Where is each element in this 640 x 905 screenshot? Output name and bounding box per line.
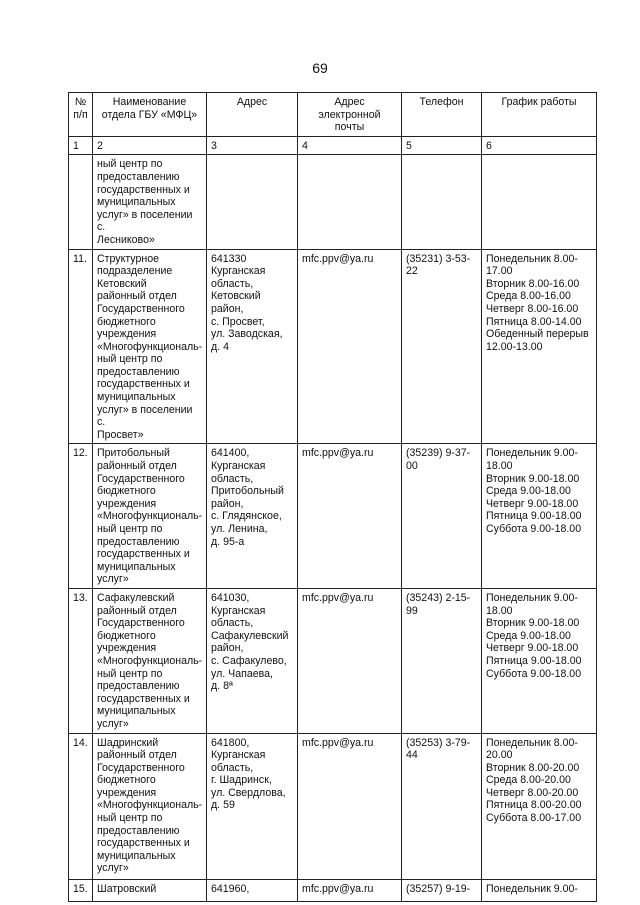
mfc-offices-table: [68, 92, 597, 902]
table-row: [69, 444, 597, 589]
address: 641400, Курганская область, Притобольный район, с. Глядянское, ул. Ленина, д. 95-а: [207, 444, 298, 589]
header-schedule: График работы: [482, 93, 597, 137]
table-header: [69, 93, 597, 155]
row-number: 15.: [69, 879, 93, 901]
table-row: [69, 733, 597, 879]
email: mfc.ppv@ya.ru: [298, 249, 402, 444]
schedule: Понедельник 8.00- 17.00 Вторник 8.00-16.00 Среда 8.00-16.00 Четверг 8.00-16.00 Пятница 8.00-14.00 Обеденный перерыв 12.00-13.00: [482, 249, 597, 444]
table-row: [69, 249, 597, 444]
header-email: Адрес электронной почты: [298, 93, 402, 137]
department-name: Шатровский: [93, 879, 207, 901]
schedule: Понедельник 8.00- 20.00 Вторник 8.00-20.00 Среда 8.00-20.00 Четверг 8.00-20.00 Пятница 8.00-20.00 Суббота 8.00-17.00: [482, 733, 597, 879]
address: 641330 Курганская область, Кетовский район, с. Просвет, ул. Заводская, д. 4: [207, 249, 298, 444]
email: mfc.ppv@ya.ru: [298, 733, 402, 879]
department-name: Шадринский районный отдел Государственного бюджетного учреждения «Многофункциональ- ный центр по предоставлению государственных и муниципальных услуг»: [93, 733, 207, 879]
table-row: [69, 155, 597, 249]
row-number: 14.: [69, 733, 93, 879]
column-number: 3: [207, 136, 298, 155]
email: mfc.ppv@ya.ru: [298, 588, 402, 733]
row-number: 11.: [69, 249, 93, 444]
header-number: № п/п: [69, 93, 93, 137]
table-row: [69, 588, 597, 733]
row-number: 12.: [69, 444, 93, 589]
table-row: [69, 879, 597, 901]
phone: (35243) 2-15- 99: [402, 588, 482, 733]
address: [207, 155, 298, 249]
header-address: Адрес: [207, 93, 298, 137]
department-name: ный центр по предоставлению государственных и муниципальных услуг» в поселении с. Лесниково»: [93, 155, 207, 249]
phone: (35257) 9-19-: [402, 879, 482, 901]
phone: (35239) 9-37- 00: [402, 444, 482, 589]
header-phone: Телефон: [402, 93, 482, 137]
row-number: [69, 155, 93, 249]
column-number: 5: [402, 136, 482, 155]
address: 641030, Курганская область, Сафакулевский район, с. Сафакулево, ул. Чапаева, д. 8ª: [207, 588, 298, 733]
phone: [402, 155, 482, 249]
column-number: 4: [298, 136, 402, 155]
column-numbers-row: [69, 136, 597, 155]
header-department-name: Наименование отдела ГБУ «МФЦ»: [93, 93, 207, 137]
phone: (35231) 3-53- 22: [402, 249, 482, 444]
phone: (35253) 3-79- 44: [402, 733, 482, 879]
schedule: [482, 155, 597, 249]
schedule: Понедельник 9.00- 18.00 Вторник 9.00-18.00 Среда 9.00-18.00 Четверг 9.00-18.00 Пятница 9.00-18.00 Суббота 9.00-18.00: [482, 444, 597, 589]
department-name: Сафакулевский районный отдел Государственного бюджетного учреждения «Многофункциональ- ный центр по предоставлению государственных и муниципальных услуг»: [93, 588, 207, 733]
schedule: Понедельник 9.00- 18.00 Вторник 9.00-18.00 Среда 9.00-18.00 Четверг 9.00-18.00 Пятница 9.00-18.00 Суббота 9.00-18.00: [482, 588, 597, 733]
email: mfc.ppv@ya.ru: [298, 444, 402, 589]
column-number: 6: [482, 136, 597, 155]
row-number: 13.: [69, 588, 93, 733]
department-name: Структурное подразделение Кетовский районный отдел Государственного бюджетного учреждения «Многофункциональ- ный центр по предоставлению государственных и муниципальных услуг» в поселении с. Просвет»: [93, 249, 207, 444]
column-number: 2: [93, 136, 207, 155]
page-number: 69: [312, 60, 328, 76]
schedule: Понедельник 9.00-: [482, 879, 597, 901]
column-number: 1: [69, 136, 93, 155]
department-name: Притобольный районный отдел Государственного бюджетного учреждения «Многофункциональ- ный центр по предоставлению государственных и муниципальных услуг»: [93, 444, 207, 589]
email: [298, 155, 402, 249]
email: mfc.ppv@ya.ru: [298, 879, 402, 901]
address: 641800, Курганская область, г. Шадринск, ул. Свердлова, д. 59: [207, 733, 298, 879]
address: 641960,: [207, 879, 298, 901]
